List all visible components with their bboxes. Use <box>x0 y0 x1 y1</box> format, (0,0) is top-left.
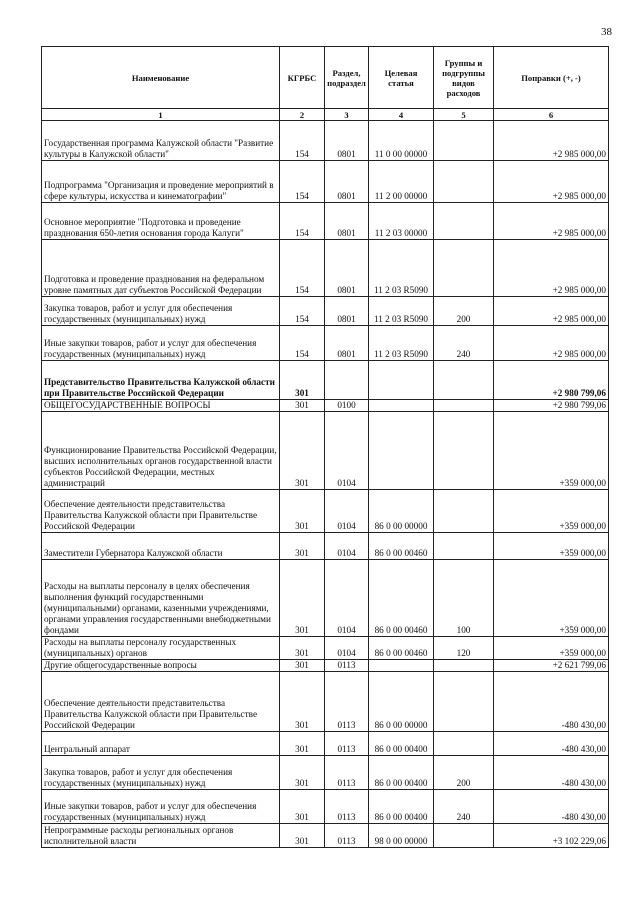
header-kgrbs: КГРБС <box>280 47 325 109</box>
row-section: 0100 <box>325 400 369 412</box>
row-name: Закупка товаров, работ и услуг для обеспечения государственных (муниципальных) нужд <box>42 756 280 790</box>
table-row <box>42 672 609 732</box>
row-amount: +359 000,00 <box>494 412 609 490</box>
row-expense-group <box>434 824 494 848</box>
row-amount: +2 985 000,00 <box>494 326 609 361</box>
row-kgrbs: 301 <box>280 400 325 412</box>
row-expense-group <box>434 490 494 533</box>
row-section: 0801 <box>325 121 369 161</box>
row-expense-group <box>434 732 494 756</box>
row-section: 0801 <box>325 240 369 297</box>
budget-amendments-table <box>41 46 609 848</box>
row-expense-group: 200 <box>434 756 494 790</box>
table-row <box>42 790 609 824</box>
row-name: Иные закупки товаров, работ и услуг для обеспечения государственных (муниципальных) нужд <box>42 790 280 824</box>
row-kgrbs: 301 <box>280 533 325 560</box>
row-name: Центральный аппарат <box>42 732 280 756</box>
row-name: Другие общегосударственные вопросы <box>42 660 280 672</box>
table-row <box>42 732 609 756</box>
row-target-article: 11 2 03 R5090 <box>369 297 434 326</box>
row-name: Иные закупки товаров, работ и услуг для обеспечения государственных (муниципальных) нужд <box>42 326 280 361</box>
table-row <box>42 637 609 660</box>
row-name: Подпрограмма "Организация и проведение мероприятий в сфере культуры, искусства и кинематографии" <box>42 161 280 203</box>
row-expense-group <box>434 533 494 560</box>
column-number: 6 <box>494 109 609 121</box>
row-amount: -480 430,00 <box>494 790 609 824</box>
row-expense-group <box>434 240 494 297</box>
row-kgrbs: 301 <box>280 412 325 490</box>
row-kgrbs: 301 <box>280 361 325 400</box>
row-name: Закупка товаров, работ и услуг для обеспечения государственных (муниципальных) нужд <box>42 297 280 326</box>
row-expense-group: 100 <box>434 560 494 637</box>
table-row <box>42 203 609 240</box>
row-target-article <box>369 400 434 412</box>
row-expense-group <box>434 161 494 203</box>
row-section: 0801 <box>325 297 369 326</box>
row-section: 0113 <box>325 824 369 848</box>
column-number-row <box>42 109 609 121</box>
column-number: 2 <box>280 109 325 121</box>
row-amount: +2 985 000,00 <box>494 297 609 326</box>
row-kgrbs: 154 <box>280 161 325 203</box>
row-kgrbs: 301 <box>280 790 325 824</box>
row-kgrbs: 301 <box>280 824 325 848</box>
row-kgrbs: 301 <box>280 490 325 533</box>
row-kgrbs: 301 <box>280 560 325 637</box>
row-amount: +2 985 000,00 <box>494 161 609 203</box>
row-section: 0113 <box>325 732 369 756</box>
table-row <box>42 240 609 297</box>
row-amount: +359 000,00 <box>494 533 609 560</box>
row-section: 0113 <box>325 660 369 672</box>
row-section: 0801 <box>325 203 369 240</box>
table-row <box>42 121 609 161</box>
row-kgrbs: 301 <box>280 637 325 660</box>
row-target-article: 86 0 00 00000 <box>369 672 434 732</box>
row-amount: +2 985 000,00 <box>494 121 609 161</box>
row-kgrbs: 154 <box>280 240 325 297</box>
row-section: 0104 <box>325 490 369 533</box>
page-number: 38 <box>601 26 612 38</box>
row-name: Расходы на выплаты персоналу государственных (муниципальных) органов <box>42 637 280 660</box>
row-kgrbs: 301 <box>280 672 325 732</box>
header-target-article: Целевая статья <box>369 47 434 109</box>
row-amount: -480 430,00 <box>494 756 609 790</box>
row-target-article: 11 2 00 00000 <box>369 161 434 203</box>
row-kgrbs: 301 <box>280 660 325 672</box>
row-expense-group <box>434 400 494 412</box>
row-expense-group <box>434 361 494 400</box>
table-row <box>42 660 609 672</box>
row-target-article: 11 2 03 R5090 <box>369 240 434 297</box>
column-number: 1 <box>42 109 280 121</box>
row-kgrbs: 154 <box>280 326 325 361</box>
row-kgrbs: 154 <box>280 297 325 326</box>
row-expense-group: 240 <box>434 326 494 361</box>
row-section: 0113 <box>325 756 369 790</box>
table-row <box>42 756 609 790</box>
row-amount: +359 000,00 <box>494 637 609 660</box>
row-name: Представительство Правительства Калужской области при Правительстве Российской Федерации <box>42 361 280 400</box>
row-expense-group: 120 <box>434 637 494 660</box>
row-section: 0113 <box>325 790 369 824</box>
column-number: 5 <box>434 109 494 121</box>
row-name: Непрограммные расходы региональных органов исполнительной власти <box>42 824 280 848</box>
row-name: Расходы на выплаты персоналу в целях обеспечения выполнения функций государственными (муниципальными) органами, казенными учреждениями, органами управления государственными внебюджетными фондами <box>42 560 280 637</box>
table-row <box>42 533 609 560</box>
column-number: 4 <box>369 109 434 121</box>
row-expense-group <box>434 121 494 161</box>
row-amount: -480 430,00 <box>494 672 609 732</box>
row-expense-group <box>434 203 494 240</box>
row-target-article: 11 2 03 R5090 <box>369 326 434 361</box>
row-target-article <box>369 660 434 672</box>
row-target-article: 86 0 00 00000 <box>369 490 434 533</box>
header-amendments: Поправки (+, -) <box>494 47 609 109</box>
row-kgrbs: 301 <box>280 732 325 756</box>
row-amount: +359 000,00 <box>494 490 609 533</box>
row-name: Подготовка и проведение празднования на федеральном уровне памятных дат субъектов Российской Федерации <box>42 240 280 297</box>
row-section: 0801 <box>325 326 369 361</box>
row-expense-group <box>434 412 494 490</box>
table-row <box>42 326 609 361</box>
row-amount: +359 000,00 <box>494 560 609 637</box>
row-section: 0104 <box>325 560 369 637</box>
row-amount: +2 980 799,06 <box>494 400 609 412</box>
row-amount: +2 621 799,06 <box>494 660 609 672</box>
row-name: ОБЩЕГОСУДАРСТВЕННЫЕ ВОПРОСЫ <box>42 400 280 412</box>
row-name: Основное мероприятие "Подготовка и проведение празднования 650-летия основания города Калуги" <box>42 203 280 240</box>
row-target-article: 11 2 03 00000 <box>369 203 434 240</box>
row-expense-group: 200 <box>434 297 494 326</box>
row-amount: +2 985 000,00 <box>494 203 609 240</box>
row-section: 0104 <box>325 637 369 660</box>
row-target-article: 86 0 00 00460 <box>369 533 434 560</box>
row-section <box>325 361 369 400</box>
row-amount: +3 102 229,06 <box>494 824 609 848</box>
row-target-article: 86 0 00 00400 <box>369 790 434 824</box>
row-target-article <box>369 412 434 490</box>
row-section: 0104 <box>325 412 369 490</box>
header-name: Наименование <box>42 47 280 109</box>
table-row <box>42 824 609 848</box>
header-row <box>42 47 609 109</box>
row-target-article: 86 0 00 00460 <box>369 637 434 660</box>
table-row <box>42 490 609 533</box>
table-row <box>42 361 609 400</box>
row-section: 0801 <box>325 161 369 203</box>
row-target-article <box>369 361 434 400</box>
row-target-article: 86 0 00 00400 <box>369 756 434 790</box>
row-kgrbs: 154 <box>280 203 325 240</box>
header-expense-groups: Группы и подгруппы видов расходов <box>434 47 494 109</box>
row-name: Обеспечение деятельности представительства Правительства Калужской области при Правительстве Российской Федерации <box>42 490 280 533</box>
table-row <box>42 560 609 637</box>
row-name: Государственная программа Калужской области "Развитие культуры в Калужской области" <box>42 121 280 161</box>
row-kgrbs: 301 <box>280 756 325 790</box>
table-row <box>42 412 609 490</box>
header-section: Раздел, подраздел <box>325 47 369 109</box>
row-expense-group <box>434 660 494 672</box>
row-expense-group <box>434 672 494 732</box>
table-row <box>42 400 609 412</box>
row-amount: -480 430,00 <box>494 732 609 756</box>
row-target-article: 11 0 00 00000 <box>369 121 434 161</box>
row-amount: +2 985 000,00 <box>494 240 609 297</box>
row-section: 0104 <box>325 533 369 560</box>
table-row <box>42 297 609 326</box>
row-expense-group: 240 <box>434 790 494 824</box>
row-name: Заместители Губернатора Калужской области <box>42 533 280 560</box>
row-amount: +2 980 799,06 <box>494 361 609 400</box>
row-name: Обеспечение деятельности представительства Правительства Калужской области при Правительстве Российской Федерации <box>42 672 280 732</box>
row-target-article: 86 0 00 00460 <box>369 560 434 637</box>
row-target-article: 86 0 00 00400 <box>369 732 434 756</box>
table-row <box>42 161 609 203</box>
row-section: 0113 <box>325 672 369 732</box>
row-kgrbs: 154 <box>280 121 325 161</box>
row-target-article: 98 0 00 00000 <box>369 824 434 848</box>
row-name: Функционирование Правительства Российской Федерации, высших исполнительных органов государственной власти субъектов Российской Федерации, местных администраций <box>42 412 280 490</box>
column-number: 3 <box>325 109 369 121</box>
